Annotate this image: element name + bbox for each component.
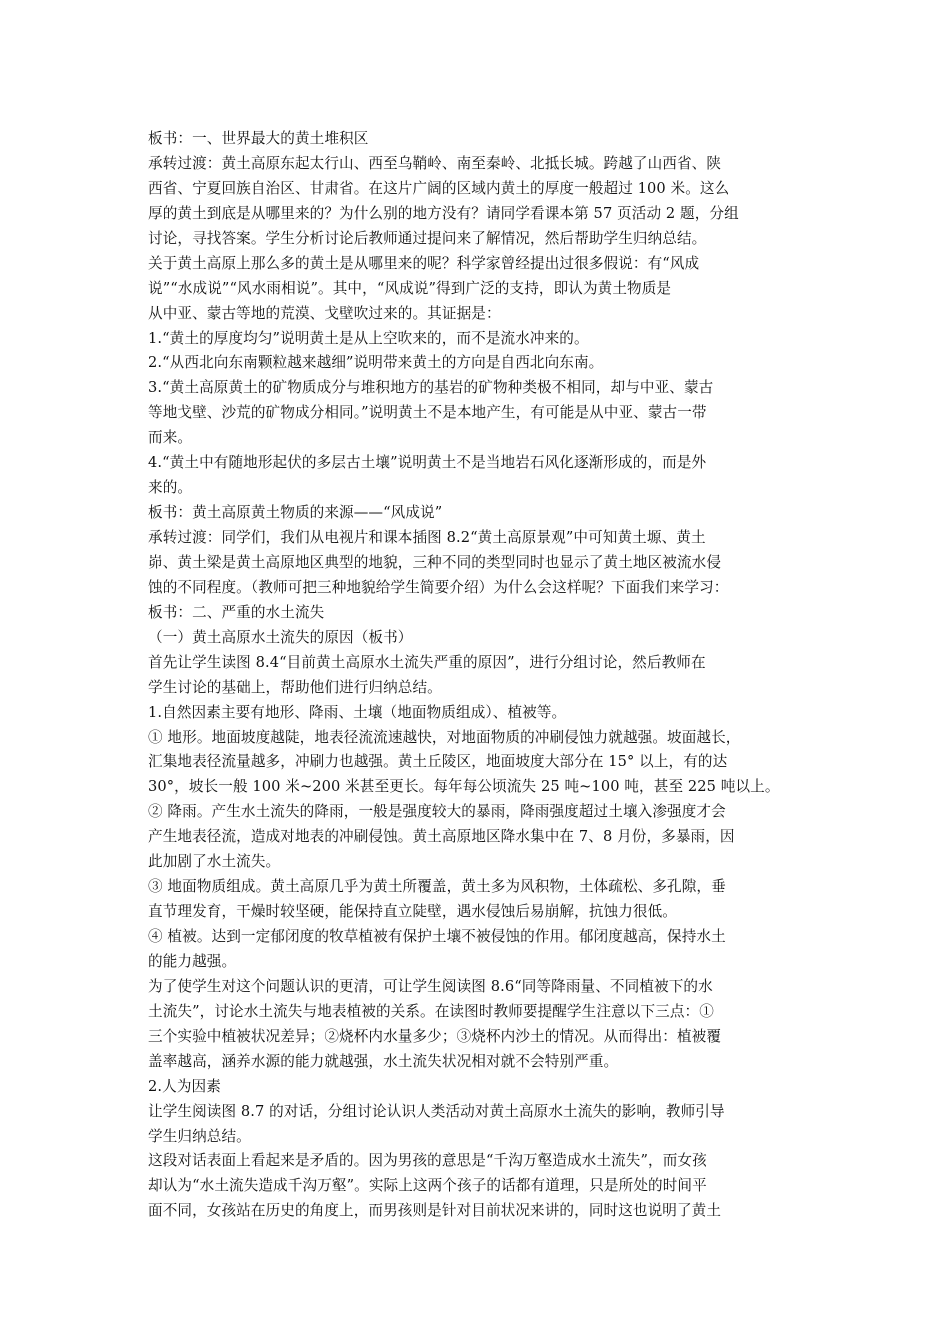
- text-line: 面不同，女孩站在历史的角度上，而男孩则是针对目前状况来讲的，同时这也说明了黄土: [148, 1202, 722, 1220]
- text-line: 西省、宁夏回族自治区、甘肃省。在这片广阔的区域内黄土的厚度一般超过 100 米。这么: [148, 179, 730, 197]
- heading-line: 板书：一、世界最大的黄土堆积区: [148, 130, 369, 147]
- text-line: 从中亚、蒙古等地的荒漠、戈壁吹过来的。其证据是：: [148, 304, 501, 322]
- heading-line: （一）黄土高原水土流失的原因（板书）: [148, 628, 413, 646]
- text-line: 的能力越强。: [148, 952, 237, 970]
- list-item-line: 1.自然因素主要有地形、降雨、土壤（地面物质组成）、植被等。: [148, 703, 567, 721]
- text-line: 说”“水成说”“风水雨相说”。其中，“风成说”得到广泛的支持，即认为黄土物质是: [148, 279, 672, 297]
- list-item-line: 2.人为因素: [148, 1077, 221, 1095]
- list-item-line: 4.“黄土中有随地形起伏的多层古土壤”说明黄土不是当地岩石风化逐渐形成的，而是外: [148, 454, 707, 472]
- list-item-line: 1.“黄土的厚度均匀”说明黄土是从上空吹来的，而不是流水冲来的。: [148, 329, 589, 347]
- text-line: 汇集地表径流量越多，冲刷力也越强。黄土丘陵区，地面坡度大部分在 15° 以上，有的达: [148, 753, 728, 771]
- list-item-line: ② 降雨。产生水土流失的降雨，一般是强度较大的暴雨，降雨强度超过土壤入渗强度才会: [148, 803, 726, 821]
- text-line: 为了使学生对这个问题认识的更清，可让学生阅读图 8.6“同等降雨量、不同植被下的水: [148, 977, 713, 995]
- text-line: 让学生阅读图 8.7 的对话，分组讨论认识人类活动对黄土高原水土流失的影响，教师引导: [148, 1102, 725, 1120]
- text-line: 承转过渡：同学们，我们从电视片和课本插图 8.2“黄土高原景观”中可知黄土塬、黄土: [148, 529, 706, 546]
- list-item-line: ① 地形。地面坡度越陡，地表径流流速越快，对地面物质的冲刷侵蚀力就越强。坡面越长，: [148, 728, 741, 746]
- list-item-line: ③ 地面物质组成。黄土高原几乎为黄土所覆盖，黄土多为风积物，土体疏松、多孔隙，垂: [148, 878, 726, 896]
- text-line: 此加剧了水土流失。: [148, 853, 281, 871]
- heading-line: 板书：二、严重的水土流失: [148, 603, 325, 621]
- text-line: 学生归纳总结。: [148, 1127, 251, 1145]
- list-item-line: 2.“从西北向东南颗粒越来越细”说明带来黄土的方向是自西北向东南。: [148, 354, 604, 372]
- text-line: 这段对话表面上看起来是矛盾的。因为男孩的意思是“千沟万壑造成水土流失”，而女孩: [148, 1152, 707, 1170]
- text-line: 三个实验中植被状况差异；②烧杯内水量多少；③烧杯内沙土的情况。从而得出：植被覆: [148, 1027, 722, 1045]
- document-body: [148, 127, 812, 1224]
- text-line: 厚的黄土到底是从哪里来的？为什么别的地方没有？请同学看课本第 57 页活动 2 题，分组: [148, 204, 739, 222]
- text-line: 蚀的不同程度。（教师可把三种地貌给学生简要介绍）为什么会这样呢？下面我们来学习：: [148, 578, 729, 596]
- text-line: 峁、黄土梁是黄土高原地区典型的地貌，三种不同的类型同时也显示了黄土地区被流水侵: [148, 553, 722, 571]
- text-line: 关于黄土高原上那么多的黄土是从哪里来的呢？科学家曾经提出过很多假说：有“风成: [148, 254, 700, 272]
- text-line: 而来。: [148, 429, 193, 447]
- text-line: 首先让学生读图 8.4“目前黄土高原水土流失严重的原因”，进行分组讨论，然后教师在: [148, 653, 706, 671]
- text-line: 讨论，寻找答案。学生分析讨论后教师通过提问来了解情况，然后帮助学生归纳总结。: [148, 229, 707, 247]
- heading-line: 板书：黄土高原黄土物质的来源——“风成说”: [148, 504, 443, 522]
- text-line: 盖率越高，涵养水源的能力就越强，水土流失状况相对就不会特别严重。: [148, 1052, 619, 1070]
- list-item-line: ④ 植被。达到一定郁闭度的牧草植被有保护土壤不被侵蚀的作用。郁闭度越高，保持水土: [148, 928, 726, 945]
- text-line: 承转过渡：黄土高原东起太行山、西至乌鞘岭、南至秦岭、北抵长城。跨越了山西省、陕: [148, 154, 722, 172]
- text-line: 来的。: [148, 479, 193, 497]
- text-line: 直节理发育，干燥时较坚硬，能保持直立陡壁，遇水侵蚀后易崩解，抗蚀力很低。: [148, 903, 677, 921]
- list-item-line: 3.“黄土高原黄土的矿物质成分与堆积地方的基岩的矿物种类极不相同，却与中亚、蒙古: [148, 379, 714, 397]
- text-line: 产生地表径流，造成对地表的冲刷侵蚀。黄土高原地区降水集中在 7、8 月份，多暴雨，因: [148, 828, 735, 846]
- text-line: 却认为“水土流失造成千沟万壑”。实际上这两个孩子的话都有道理，只是所处的时间平: [148, 1177, 707, 1195]
- text-line: 等地戈壁、沙荒的矿物成分相同。”说明黄土不是本地产生，有可能是从中亚、蒙古一带: [148, 404, 707, 422]
- text-line: 土流失”，讨论水土流失与地表植被的关系。在读图时教师要提醒学生注意以下三点：①: [148, 1002, 714, 1020]
- text-line: 30°，坡长一般 100 米~200 米甚至更长。每年每公顷流失 25 吨~100 吨，甚至 225 吨以上。: [148, 778, 780, 796]
- text-line: 学生讨论的基础上，帮助他们进行归纳总结。: [148, 678, 442, 696]
